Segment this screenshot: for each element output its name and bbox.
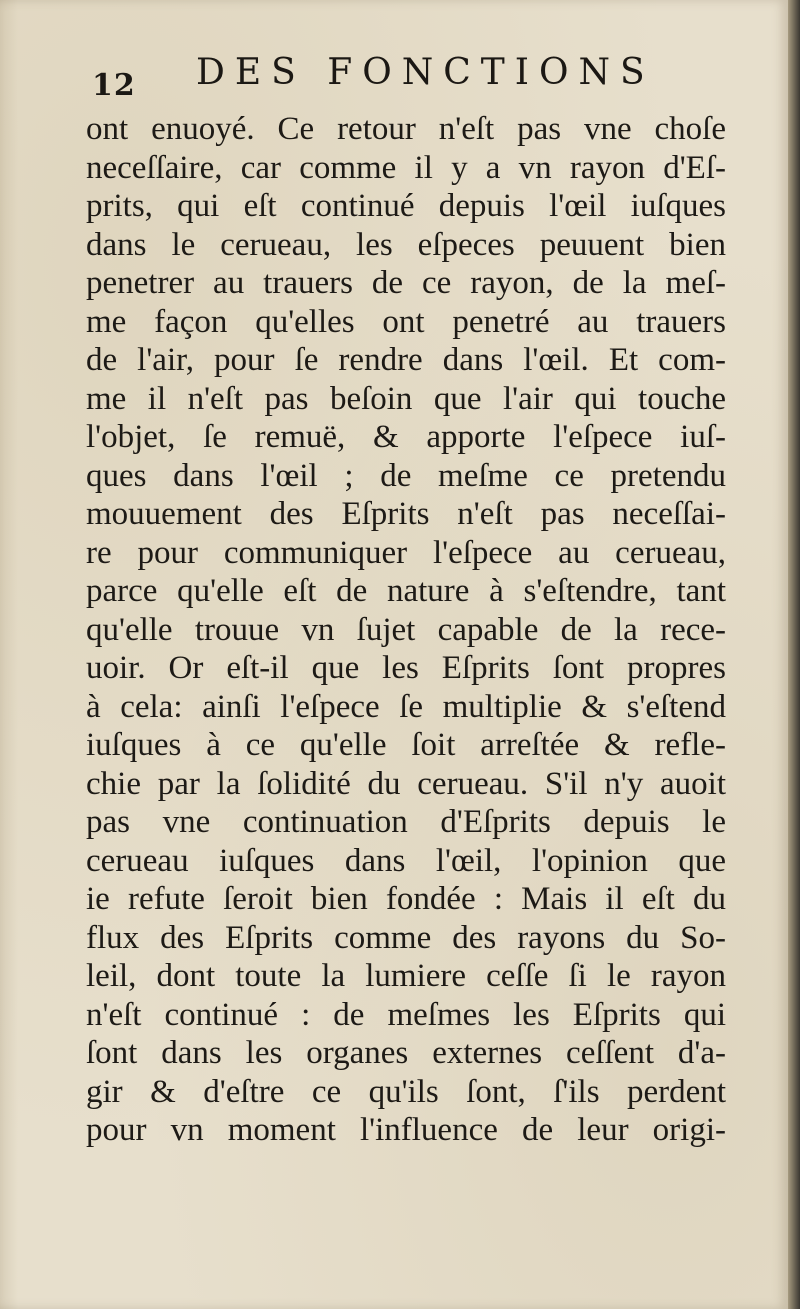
body-text	[86, 110, 726, 1150]
text-line: chie par la ſolidité du cerueau. S'il n'y auoit	[86, 765, 726, 802]
text-line: n'eſt continué : de meſmes les Eſprits qui	[86, 996, 726, 1033]
text-line: pour vn moment l'influence de leur origi-	[86, 1112, 726, 1148]
text-line: ſont dans les organes externes ceſſent d'a-	[86, 1035, 726, 1071]
text-line: me façon qu'elles ont penetré au trauers	[86, 303, 726, 340]
text-line: cerueau iuſques dans l'œil, l'opinion que	[86, 842, 726, 879]
text-line: l'objet, ſe remuë, & apporte l'eſpece iuſ-	[86, 419, 726, 455]
page-header	[92, 52, 732, 108]
text-line: ont enuoyé. Ce retour n'eſt pas vne choſe	[86, 111, 726, 147]
text-line: gir & d'eſtre ce qu'ils ſont, ſ'ils perdent	[86, 1073, 726, 1110]
text-line: parce qu'elle eſt de nature à s'eſtendre, tant	[86, 573, 726, 609]
text-line: à cela: ainſi l'eſpece ſe multiplie & s'eſtend	[86, 688, 726, 725]
page-number: 12	[92, 68, 136, 103]
text-line: neceſſaire, car comme il y a vn rayon d'Eſ-	[86, 149, 726, 186]
text-line: qu'elle trouue vn ſujet capable de la rece-	[86, 611, 726, 648]
text-line: ie refute ſeroit bien fondée : Mais il eſt du	[86, 881, 726, 917]
text-line: me il n'eſt pas beſoin que l'air qui touche	[86, 380, 726, 417]
text-line: dans le cerueau, les eſpeces peuuent bien	[86, 226, 726, 263]
text-line: re pour communiquer l'eſpece au cerueau,	[86, 534, 726, 571]
text-line: leil, dont toute la lumiere ceſſe ſi le rayon	[86, 958, 726, 994]
text-line: flux des Eſprits comme des rayons du So-	[86, 919, 726, 956]
text-line: penetrer au trauers de ce rayon, de la meſ-	[86, 265, 726, 301]
running-head: DES FONCTIONS	[196, 52, 655, 93]
text-line: iuſques à ce qu'elle ſoit arreſtée & refle-	[86, 727, 726, 763]
text-line: pas vne continuation d'Eſprits depuis le	[86, 804, 726, 840]
page-edge-shadow	[788, 0, 800, 1309]
text-line: prits, qui eſt continué depuis l'œil iuſques	[86, 188, 726, 224]
text-line: uoir. Or eſt-il que les Eſprits ſont propres	[86, 650, 726, 686]
text-line: de l'air, pour ſe rendre dans l'œil. Et com-	[86, 342, 726, 378]
text-line: mouuement des Eſprits n'eſt pas neceſſai-	[86, 496, 726, 532]
text-line: ques dans l'œil ; de meſme ce pretendu	[86, 457, 726, 494]
